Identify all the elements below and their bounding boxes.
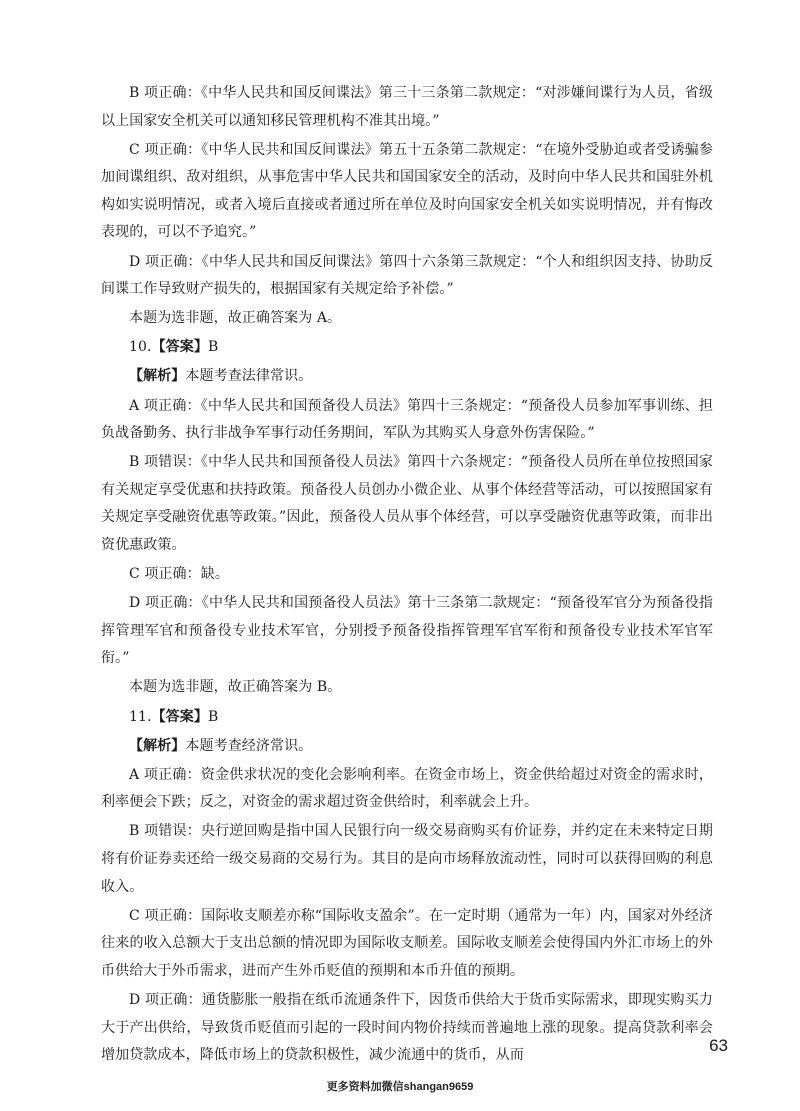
paragraph-option-d-anti-espionage: D 项正确：《中华人民共和国反间谍法》第四十六条第三款规定：“个人和组织因支持、协助反间谍工作导致财产损失的，根据国家有关规定给予补偿。” xyxy=(101,253,713,298)
paragraph-q10-option-c: C 项正确：缺。 xyxy=(129,566,229,583)
q11-answer-value: B xyxy=(207,708,219,725)
paragraph-q10-option-a: A 项正确：《中华人民共和国预备役人员法》第四十三条规定：“预备役人员参加军事训练、担负战备勤务、执行非战争军事行动任务期间，军队为其购买人身意外伤害保险。” xyxy=(101,397,713,442)
paragraph-q10-answer xyxy=(101,334,713,362)
paragraph-q10-option-d: D 项正确：《中华人民共和国预备役人员法》第十三条第二款规定：“预备役军官分为预备役指挥管理军官和预备役专业技术军官，分别授予预备役指挥管理军官军衔和预备役专业技术军官军衔。” xyxy=(101,595,713,667)
q10-analysis-tag: 【解析】 xyxy=(129,368,186,385)
paragraph-q11-option-b: B 项错误：央行逆回购是指中国人民银行向一级交易商购买有价证券，并约定在未来特定日期将有价证券卖还给一级交易商的交易行为。其目的是向市场释放流动性，同时可以获得回购的利息收入。 xyxy=(101,823,713,895)
q11-analysis-tag: 【解析】 xyxy=(129,737,186,754)
q10-answer-value: B xyxy=(207,339,219,356)
paragraph-q9-conclusion: 本题为选非题，故正确答案为 A。 xyxy=(129,310,342,327)
footer-watermark: 更多资料加微信shangan9659 xyxy=(326,1081,474,1093)
paragraph-q11-option-c: C 项正确：国际收支顺差亦称“国际收支盈余”。在一定时期（通常为一年）内，国家对外经济往来的收入总额大于支出总额的情况即为国际收支顺差。国际收支顺差会使得国内外汇市场上的外币供给大于外币需求，进而产生外币贬值的预期和本币升值的预期。 xyxy=(101,907,713,979)
q11-number: 11. xyxy=(129,708,152,725)
paragraph-q11-option-d: D 项正确：通货膨胀一般指在纸币流通条件下，因货币供给大于货币实际需求，即现实购买力大于产出供给，导致货币贬值而引起的一段时间内物价持续而普遍地上涨的现象。提高贷款利率会增加贷款成本，降低市场上的贷款积极性，减少流通中的货币，从而 xyxy=(101,992,713,1064)
paragraph-q10-conclusion: 本题为选非题，故正确答案为 B。 xyxy=(129,679,342,696)
paragraph-q10-option-b: B 项错误：《中华人民共和国预备役人员法》第四十六条规定：“预备役人员所在单位按照国家有关规定享受优惠和扶持政策。预备役人员创办小微企业、从事个体经营等活动，可以按照国家有关规定享受融资优惠等政策。”因此，预备役人员从事个体经营，可以享受融资优惠等政策，而非出资优惠政策。 xyxy=(101,454,713,553)
paragraph-q11-answer xyxy=(101,704,713,732)
q11-analysis-text: 本题考查经济常识。 xyxy=(185,737,313,754)
paragraph-option-b-anti-espionage: B 项正确：《中华人民共和国反间谍法》第三十三条第二款规定：“对涉嫌间谍行为人员，省级以上国家安全机关可以通知移民管理机构不准其出境。” xyxy=(101,85,713,129)
q11-answer-tag: 【答案】 xyxy=(151,708,208,725)
q10-answer-tag: 【答案】 xyxy=(151,339,208,356)
q10-number: 10. xyxy=(129,339,152,356)
paragraph-q11-analysis xyxy=(101,733,713,761)
page-body xyxy=(101,80,713,1071)
q10-analysis-text: 本题考查法律常识。 xyxy=(185,368,313,385)
page-number: 63 xyxy=(709,1036,728,1055)
paragraph-option-c-anti-espionage: C 项正确：《中华人民共和国反间谍法》第五十五条第二款规定：“在境外受胁迫或者受诱骗参加间谍组织、敌对组织，从事危害中华人民共和国国家安全的活动，及时向中华人民共和国驻外机构如实说明情况，或者入境后直接或者通过所在单位及时向国家安全机关如实说明情况，并有悔改表现的，可以不予追究。” xyxy=(101,141,713,241)
paragraph-q10-analysis xyxy=(101,363,713,391)
paragraph-q11-option-a: A 项正确：资金供求状况的变化会影响利率。在资金市场上，资金供给超过对资金的需求时，利率便会下跌；反之，对资金的需求超过资金供给时，利率就会上升。 xyxy=(101,766,713,811)
